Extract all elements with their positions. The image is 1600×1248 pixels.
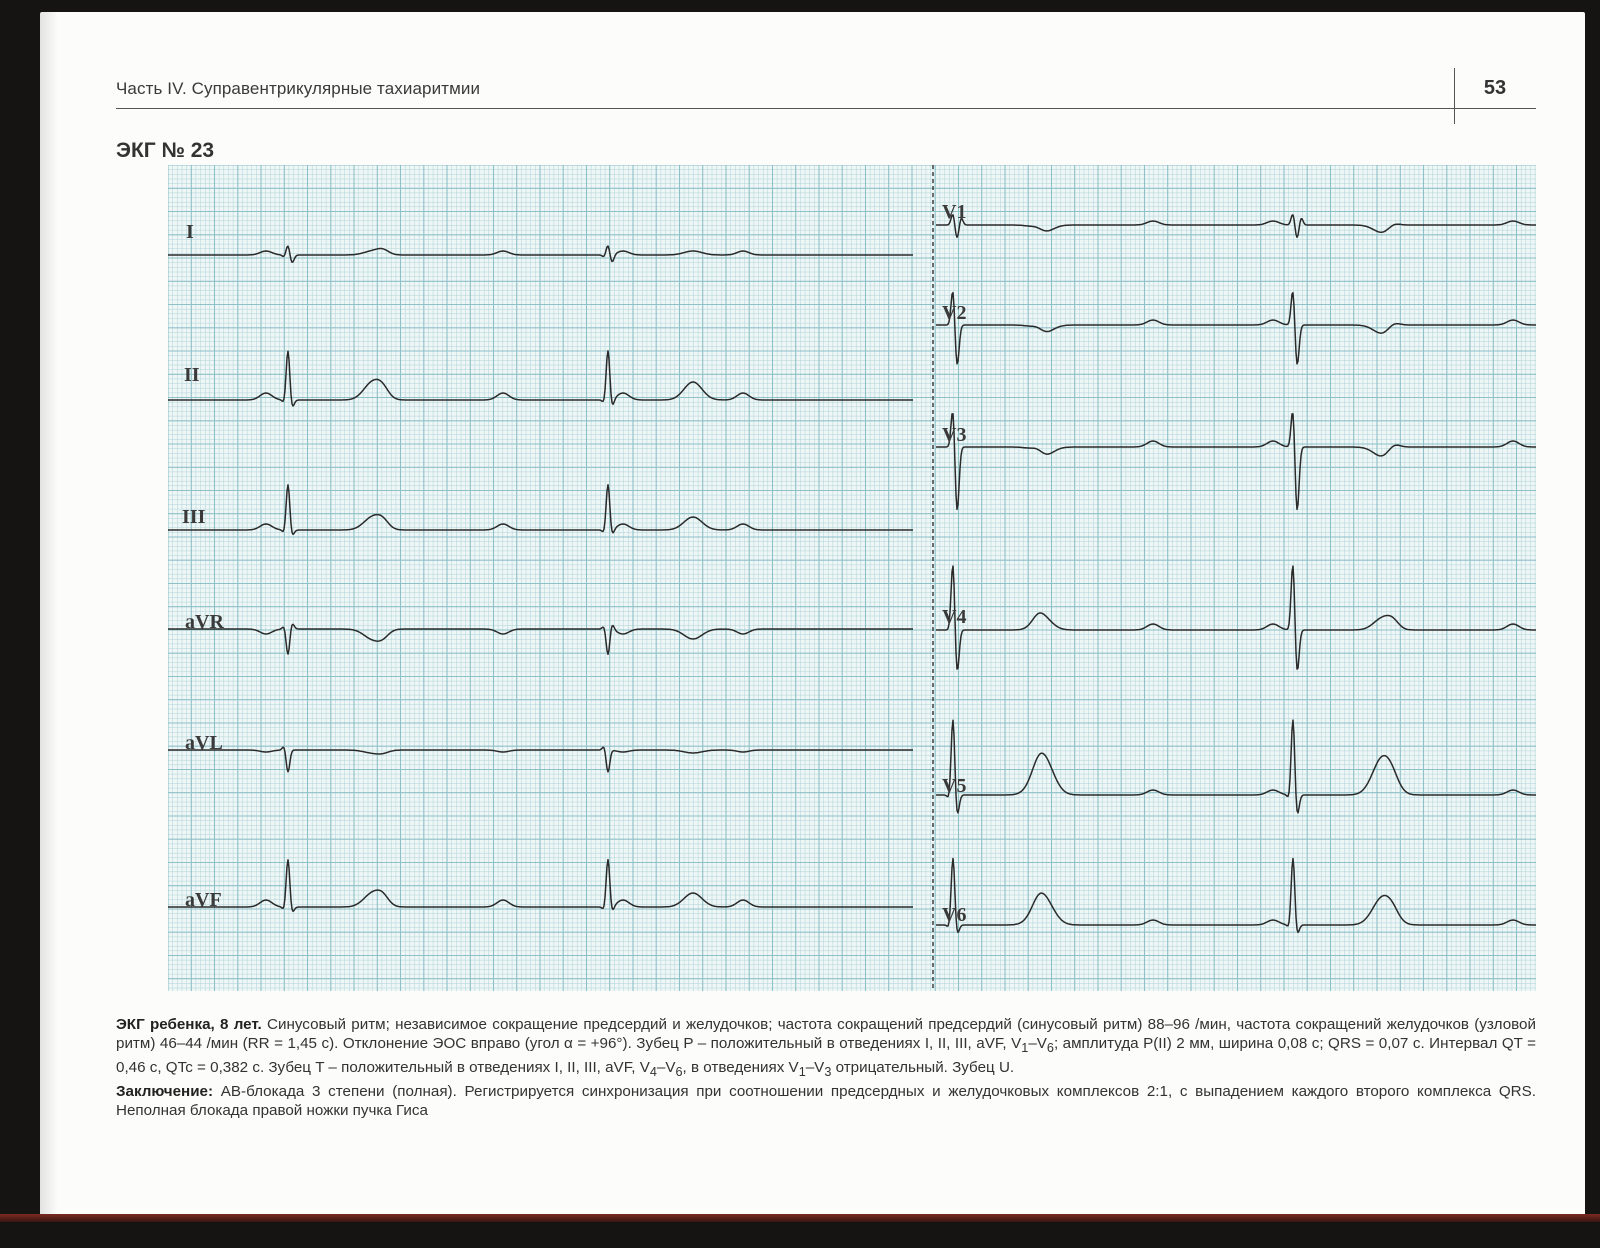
caption-sub: 1 (1021, 1041, 1029, 1056)
ecg-svg (168, 165, 1536, 991)
lead-label-I: I (186, 221, 194, 243)
figure-caption (116, 1015, 1536, 1120)
lead-label-V4: V4 (942, 606, 967, 628)
lead-label-V6: V6 (942, 904, 967, 926)
page-gutter-shadow (40, 12, 58, 1220)
caption-sub: 3 (824, 1065, 832, 1080)
caption-sub: 4 (649, 1065, 657, 1080)
lead-label-V1: V1 (942, 201, 967, 223)
caption-sub: 6 (675, 1065, 683, 1080)
lead-label-aVL: aVL (185, 732, 223, 754)
caption-description (116, 1015, 1536, 1082)
lead-label-aVR: aVR (185, 611, 224, 633)
caption-dash: –V (805, 1059, 825, 1077)
header-divider (1454, 68, 1455, 124)
running-title: Часть IV. Суправентрикулярные тахиаритмии (116, 79, 481, 98)
ecg-strip (168, 165, 1536, 991)
lead-label-V2: V2 (942, 302, 967, 324)
lead-label-III: III (182, 506, 206, 528)
caption-sub: 6 (1046, 1041, 1054, 1056)
lead-label-V5: V5 (942, 775, 967, 797)
lead-label-aVF: aVF (185, 889, 222, 911)
book-cover-edge (0, 1214, 1600, 1222)
header-rule (116, 108, 1536, 109)
caption-text-3: , в отведениях V (682, 1059, 799, 1077)
caption-sub: 1 (798, 1065, 806, 1080)
conclusion-label: Заключение: (116, 1083, 214, 1101)
conclusion-text: АВ-блокада 3 степени (полная). Регистрируется синхронизация при соотношении предсердных и желудочковых комплексов 2:1, с выпадением каждого второго комплекса QRS. Неполная блокада правой ножки пучка Гиса (116, 1083, 1536, 1120)
caption-dash: –V (656, 1059, 676, 1077)
page-number: 53 (1483, 77, 1507, 99)
caption-lead-in: ЭКГ ребенка, 8 лет. (116, 1016, 262, 1033)
ecg-title: ЭКГ № 23 (116, 139, 215, 162)
caption-dash: –V (1028, 1035, 1047, 1052)
lead-label-V3: V3 (942, 424, 967, 446)
ecg-grid (168, 165, 1536, 991)
caption-text-1: Синусовый ритм; независимое сокращение предсердий и желудочков; частота сокращений предсердий (синусовый ритм) 88–96 /мин, частота сокращений желудочков (узловой ритм) 46–44 /мин (RR = 1,45 с). Отклонение ЭОС вправо (угол α = +96°). Зубец P – положительный в отведениях I, II, III, aVF, V (116, 1016, 1536, 1052)
caption-text-4: отрицательный. Зубец U. (831, 1059, 1015, 1077)
lead-label-II: II (184, 364, 200, 386)
caption-conclusion (116, 1082, 1536, 1120)
caption-text-2: ; амплитуда P(II) 2 мм, ширина 0,08 с; QRS = 0,07 с. Интервал QT = 0,46 с, QTc = 0,382 с. Зубец T – положительный в отведениях I, II, III, aVF, V (116, 1035, 1536, 1077)
